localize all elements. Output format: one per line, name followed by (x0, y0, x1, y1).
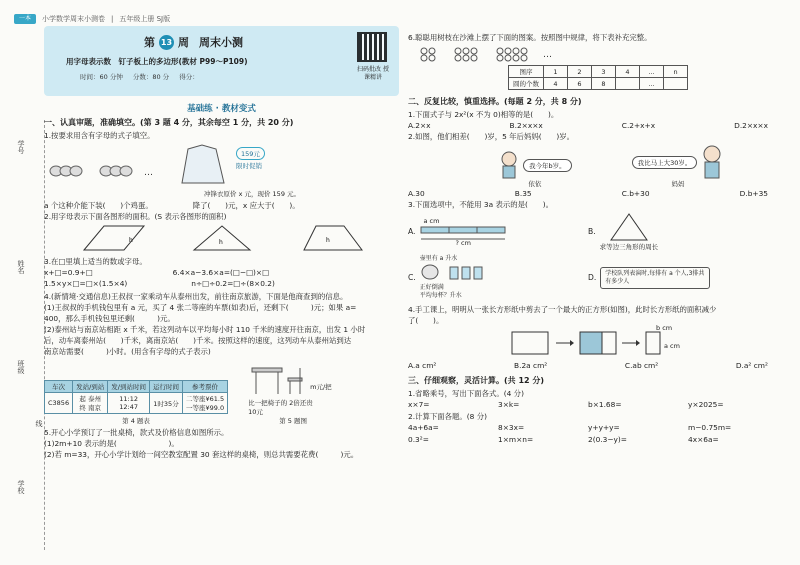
pattern-header: 图序 (509, 66, 544, 78)
jacket-icon (178, 143, 228, 187)
q3d[interactable]: n÷□÷0.2=□÷(8×0.2) (191, 279, 275, 288)
pattern-cell: 8 (592, 78, 616, 90)
s2q2-options (408, 188, 768, 199)
desk-figure (248, 360, 338, 425)
s2q3-options (408, 212, 793, 300)
page-subtitle: 用字母表示数 钉子板上的多边形(教材 P99～P109) (66, 57, 248, 66)
option-c-label: C. (408, 273, 416, 282)
section-3-title: 三、仔细观察，灵活计算。(共 12 分) (408, 376, 545, 385)
calc-item[interactable]: y+y+y= (588, 423, 620, 432)
s3q2-row2 (408, 434, 793, 446)
score-label: 得分： (179, 73, 199, 81)
q1a-text[interactable]: a 个这种介能下装( )个鸡蛋。 (44, 201, 153, 210)
ticket-cell: 11:12 12:47 (108, 393, 150, 414)
sale-tag: 限时促销 (236, 162, 262, 170)
girl-name: 依依 (528, 180, 542, 188)
qr-caption: 扫码批改 授课精讲 (357, 66, 389, 81)
triangle-shape (194, 226, 250, 250)
ticket-header: 发站/到站 (73, 381, 108, 393)
q4b3-text[interactable]: 南京站需要( )小时。(用含有字母的式子表示) (44, 347, 211, 356)
week-suffix: 周 (178, 36, 189, 49)
s3q2-row1 (408, 422, 793, 434)
week-prefix: 第 (144, 36, 155, 49)
svg-text:…: … (144, 168, 153, 178)
top-header (14, 12, 170, 26)
q4b2-text[interactable]: 后，动车离泰州站( )千米，离南京站( )千米。按照这样的速度，这列动车从泰州站到达 (44, 336, 352, 345)
kettle-note: 壶里有 a 升水 (419, 255, 458, 262)
q4a-text[interactable]: (1)王叔叔的手机钱包里有 a 元，买了 4 张二等座的车票(如表)后，还剩下( )元；如果 a= (44, 303, 357, 312)
kettle-figure (420, 255, 490, 300)
q2-shapes (44, 222, 394, 254)
s2q3-option-d[interactable] (588, 255, 768, 300)
ticket-header-row (45, 381, 228, 393)
parallelogram-shape (84, 226, 144, 250)
kettle-note-3: 平均每杯？升水 (419, 292, 462, 299)
pattern-table (508, 65, 688, 90)
kettle-cups-icon (420, 263, 490, 281)
option-a[interactable]: A.2×x (408, 121, 431, 130)
q3-row1 (44, 267, 399, 278)
option-c[interactable]: C.ab cm² (624, 361, 659, 370)
calc-item[interactable]: x×7= (408, 400, 430, 409)
margin-student-id: 学号 (17, 140, 25, 154)
mom-figure (632, 145, 725, 188)
s2q4b-text: 了( )。 (408, 316, 444, 325)
test-meta (80, 72, 199, 81)
pattern-cell: 4 (616, 66, 640, 78)
q1-text: 1.按要求用含有字母的式子填空。 (44, 131, 155, 140)
time-limit: 时间：60 分钟 (80, 73, 123, 81)
q2-text: 2.用字母表示下面各图形的面积。(S 表示各图形的面积) (44, 212, 227, 221)
dimension-a: a cm (664, 342, 680, 350)
series-divider: | (111, 15, 114, 23)
margin-cut-line: 线 (35, 420, 43, 427)
s2q2-figure (408, 142, 793, 188)
q5b-text[interactable]: (2)若 m=33，开心小学计划给一间空教室配置 30 套这样的桌椅，则总共需要花费( )元。 (44, 450, 359, 459)
q5a-text[interactable]: (1)2m+10 表示的是( )。 (44, 439, 179, 448)
s2q4-options (408, 360, 768, 371)
s2q2-text: 2.如图，他们相差( )岁，5 年后妈妈( )岁。 (408, 132, 575, 141)
s2q3-text: 3.下面选项中，不能用 3a 表示的是( )。 (408, 200, 553, 209)
circle-pattern-icon (418, 45, 648, 63)
option-d-label: D. (588, 273, 597, 282)
pattern-cell: … (640, 66, 664, 78)
ticket-figure (44, 380, 228, 425)
pattern-cell: 6 (568, 78, 592, 90)
calc-item[interactable]: y×2025= (688, 400, 724, 409)
ticket-header: 参考票价 (183, 381, 228, 393)
desk-chair-icon (248, 360, 308, 396)
svg-text:h: h (326, 237, 330, 244)
s2q3-option-c[interactable] (408, 255, 588, 300)
option-b[interactable]: B.35 (514, 189, 532, 198)
calc-item[interactable]: 1×m×n= (498, 435, 534, 444)
title-row (144, 34, 243, 50)
pattern-header: 圆的个数 (509, 78, 544, 90)
q4-q5-figures (44, 360, 399, 425)
ticket-header: 运行时间 (150, 381, 183, 393)
ticket-row (45, 393, 228, 414)
rectangle-cut-icon (508, 326, 668, 356)
week-number-badge: 13 (159, 35, 174, 50)
q3a[interactable]: x+□=0.9+□ (44, 268, 93, 277)
series-tag: 一本 (14, 14, 36, 24)
kettle-note-2: 正好倒满 (419, 284, 444, 291)
q1b-text[interactable]: 降了( )元，x 应大于( )。 (192, 201, 300, 210)
q4a2-text[interactable]: 400，那么手机钱包里还剩( )元。 (44, 314, 175, 323)
s2q4-figure (508, 326, 793, 360)
option-d[interactable]: D.b+35 (739, 189, 768, 198)
girl-figure (498, 151, 572, 188)
s2q3-option-b[interactable] (588, 212, 768, 251)
q3-row2 (44, 278, 399, 289)
section-1-title: 一、认真审题，准确填空。(第 3 题 4 分，其余每空 1 分，共 20 分) (44, 118, 294, 127)
ticket-cell: C3856 (45, 393, 73, 414)
calc-item[interactable]: 4a+6a= (408, 423, 439, 432)
segment-length: a cm (423, 216, 440, 225)
q3-text: 3.在□里填上适当的数或字母。 (44, 257, 147, 266)
segment-figure (419, 217, 519, 247)
total-score: 分数：80 分 (132, 73, 170, 81)
girl-icon (498, 151, 520, 179)
section-2-title: 二、反复比较，慎重选择。(每题 2 分，共 8 分) (408, 97, 582, 106)
q4b-text[interactable]: (2)泰州站与南京站相距 x 千米，若这列动车以平均每小时 110 千米的速度开往南京，出发 1 小时 (44, 325, 366, 334)
pattern-cell: … (640, 78, 664, 90)
page-title: 周末小测 (199, 36, 243, 49)
option-c[interactable]: C.2+x+x (621, 121, 656, 130)
pattern-cell: 1 (544, 66, 568, 78)
q6-pattern (418, 45, 793, 63)
svg-text:h: h (129, 237, 133, 244)
option-b[interactable]: B.2a cm² (514, 361, 548, 370)
option-a[interactable]: A.a cm² (408, 361, 437, 370)
binding-margin (6, 120, 46, 550)
calc-item[interactable]: 0.3²= (408, 435, 429, 444)
desk-price-note: 比一把椅子的 2倍还贵10元 (248, 399, 313, 416)
calc-item[interactable]: 8×3x= (498, 423, 525, 432)
s3q2-text: 2.计算下面各题。(8 分) (408, 412, 487, 421)
ticket-cell: 二等座¥61.5 一等座¥99.0 (183, 393, 228, 414)
s3q1-text: 1.省略乘号，写出下面各式。(4 分) (408, 389, 524, 398)
trapezoid-shape (304, 226, 362, 250)
ticket-header: 车次 (45, 381, 73, 393)
pattern-row-count (509, 78, 688, 90)
segment-total: ? cm (455, 238, 471, 247)
title-banner (44, 26, 399, 96)
q6-text: 6.聪聪用树枝在沙滩上摆了下面的图案。按照图中规律，将下表补充完整。 (408, 33, 652, 42)
margin-class: 班级 (17, 360, 25, 374)
mom-name: 妈妈 (671, 180, 685, 188)
ticket-cell: 1时35分 (150, 393, 183, 414)
margin-school: 学校 (17, 480, 25, 494)
mom-icon (700, 145, 724, 179)
pattern-cell: 2 (568, 66, 592, 78)
jacket-figure (178, 143, 288, 187)
option-a-label: A. (408, 227, 416, 236)
s3q1-items (408, 399, 793, 411)
svg-text:…: … (543, 50, 552, 60)
section-banner: 基础练 · 教材变式 (187, 104, 256, 114)
calc-item[interactable]: b×1.68= (588, 400, 622, 409)
ticket-table (44, 380, 228, 414)
right-column (408, 32, 793, 557)
chair-price: m元/把 (310, 383, 332, 391)
calc-item[interactable]: 3×k= (498, 400, 520, 409)
triangle-figure (600, 212, 659, 251)
fig5-caption: 第 5 题图 (279, 417, 307, 425)
q4-text: 4.(新情境·交通信息)王叔叔一家乘动车从泰州出发，前往南京旅游，下面是他商查到的信息。 (44, 292, 348, 301)
option-c[interactable]: C.b+30 (621, 189, 650, 198)
pattern-answer-cell[interactable] (616, 78, 640, 90)
egg-tray-icon (44, 151, 164, 187)
fig4-caption: 第 4 题表 (122, 417, 150, 425)
series-name: 小学数学周末小测卷 (42, 15, 106, 23)
s2q1-options (408, 120, 768, 131)
option-b-label: B. (588, 227, 596, 236)
q1-figures (44, 143, 399, 187)
grade-label: 五年级上册 SJ版 (119, 15, 171, 23)
pattern-cell: n (664, 66, 688, 78)
girl-speech: 我今年b岁。 (523, 159, 572, 172)
ticket-header: 发/到站时间 (108, 381, 150, 393)
svg-text:h: h (219, 239, 223, 246)
option-d[interactable]: D.2×x×x (734, 121, 768, 130)
q1-blanks (44, 200, 399, 211)
q5-text: 5.开心小学预订了一批桌椅，款式及价格信息如图所示。 (44, 428, 229, 437)
left-column (44, 26, 399, 556)
q3c[interactable]: 1.5×y×□=□×(1.5×4) (44, 279, 128, 288)
option-a[interactable]: A.30 (408, 189, 425, 198)
pattern-row-order (509, 66, 688, 78)
q3b[interactable]: 6.4×a−3.6×a=(□−□)×□ (172, 268, 270, 277)
pattern-cell: 3 (592, 66, 616, 78)
pattern-answer-cell[interactable] (664, 78, 688, 90)
dimension-b: b cm (656, 324, 673, 332)
calc-item[interactable]: 4x×6a= (688, 435, 719, 444)
equilateral-triangle-icon (609, 212, 649, 242)
option-d[interactable]: D.a² cm² (735, 361, 768, 370)
calc-item[interactable]: 2(0.3−y)= (588, 435, 627, 444)
qr-code-icon[interactable] (357, 32, 387, 62)
triangle-note: 求等边三角形的周长 (599, 243, 659, 251)
margin-name: 姓名 (17, 260, 25, 274)
pattern-cell: 4 (544, 78, 568, 90)
price-tag: 159元 (236, 147, 265, 160)
s2q3-option-a[interactable] (408, 212, 588, 251)
q1-note: 冲锋衣原价 x 元，现价 159 元。 (204, 190, 301, 198)
s2q4-text: 4.手工课上，明明从一张长方形纸中剪去了一个最大的正方形(如图)，此时长方形纸的面积减少 (408, 305, 717, 314)
s2q1-text: 1.下面式子与 2x²(x 不为 0)相等的是( )。 (408, 110, 559, 119)
mom-speech: 我比马上大30岁。 (632, 156, 698, 169)
option-b[interactable]: B.2×x×x (509, 121, 543, 130)
ticket-cell: 起 泰州 终 南京 (73, 393, 108, 414)
parade-note-box: 学校队列表演时,每排有 a 个人,3排共有多少人 (600, 267, 710, 289)
calc-item[interactable]: m−0.75m= (688, 423, 732, 432)
